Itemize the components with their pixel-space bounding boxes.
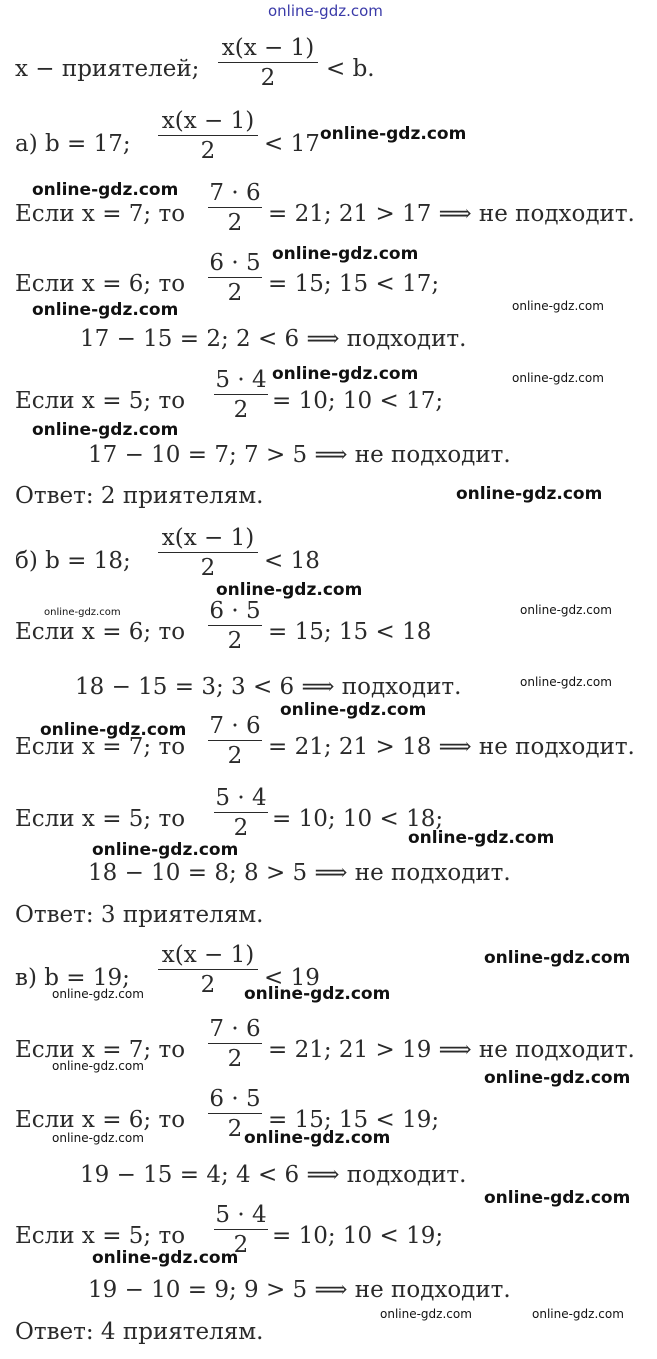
- part-a-ineq-after: < 17: [264, 131, 320, 157]
- watermark: online-gdz.com: [456, 484, 603, 504]
- fraction-numerator: x(x − 1): [221, 35, 315, 61]
- watermark: online-gdz.com: [268, 2, 383, 20]
- fraction-denominator: 2: [227, 1046, 243, 1072]
- fraction-numerator: x(x − 1): [161, 108, 255, 134]
- watermark: online-gdz.com: [52, 987, 144, 1001]
- part-a-case3-after: = 10; 10 < 17;: [272, 388, 444, 414]
- part-a-case1-fraction: [208, 180, 262, 236]
- part-a-case2-after: = 15; 15 < 17;: [268, 271, 440, 297]
- part-c-case1-after: = 21; 21 > 19 ⟹ не подходит.: [268, 1037, 635, 1063]
- fraction-numerator: 6 · 5: [209, 598, 261, 624]
- fraction-bar: [208, 740, 262, 741]
- fraction-numerator: 7 · 6: [209, 180, 261, 206]
- part-c-inequality: [158, 942, 258, 998]
- fraction-bar: [214, 394, 268, 395]
- part-a-case3-fraction: [214, 367, 268, 423]
- fraction-denominator: 2: [227, 628, 243, 654]
- fraction-bar: [208, 625, 262, 626]
- part-a-case1-prefix: Если x = 7; то: [15, 201, 186, 227]
- fraction-bar: [208, 1113, 262, 1114]
- part-a-inequality: [158, 108, 258, 164]
- fraction-bar: [158, 969, 258, 970]
- part-a-case1-after: = 21; 21 > 17 ⟹ не подходит.: [268, 201, 635, 227]
- watermark: online-gdz.com: [92, 840, 239, 860]
- watermark: online-gdz.com: [272, 364, 419, 384]
- part-c-case2-after: = 15; 15 < 19;: [268, 1107, 440, 1133]
- header-after: < b.: [326, 56, 375, 82]
- watermark: online-gdz.com: [408, 828, 555, 848]
- watermark: online-gdz.com: [92, 1248, 239, 1268]
- fraction-denominator: 2: [233, 1232, 249, 1258]
- part-c-case3-after: = 10; 10 < 19;: [272, 1223, 444, 1249]
- fraction-denominator: 2: [200, 555, 216, 581]
- watermark: online-gdz.com: [40, 720, 187, 740]
- fraction-bar: [158, 552, 258, 553]
- watermark: online-gdz.com: [532, 1307, 624, 1321]
- part-c-case3-check: 19 − 10 = 9; 9 > 5 ⟹ не подходит.: [88, 1277, 511, 1303]
- fraction-denominator: 2: [233, 815, 249, 841]
- watermark: online-gdz.com: [320, 124, 467, 144]
- part-b-case2-after: = 21; 21 > 18 ⟹ не подходит.: [268, 734, 635, 760]
- fraction-denominator: 2: [260, 65, 276, 91]
- part-a-answer: Ответ: 2 приятелям.: [15, 483, 264, 509]
- watermark: online-gdz.com: [520, 603, 612, 617]
- fraction-denominator: 2: [227, 743, 243, 769]
- part-b-case3-fraction: [214, 785, 268, 841]
- fraction-numerator: 5 · 4: [215, 367, 267, 393]
- watermark: online-gdz.com: [52, 1059, 144, 1073]
- watermark: online-gdz.com: [280, 700, 427, 720]
- watermark: online-gdz.com: [216, 580, 363, 600]
- part-c-case3-prefix: Если x = 5; то: [15, 1223, 186, 1249]
- part-c-label: в) b = 19;: [15, 965, 130, 991]
- part-a-case3-prefix: Если x = 5; то: [15, 388, 186, 414]
- fraction-bar: [208, 1043, 262, 1044]
- part-b-inequality: [158, 525, 258, 581]
- part-b-case1-after: = 15; 15 < 18: [268, 619, 432, 645]
- fraction-numerator: 7 · 6: [209, 1016, 261, 1042]
- watermark: online-gdz.com: [512, 299, 604, 313]
- fraction-bar: [208, 277, 262, 278]
- part-c-answer: Ответ: 4 приятелям.: [15, 1319, 264, 1345]
- fraction-numerator: 6 · 5: [209, 250, 261, 276]
- part-b-ineq-after: < 18: [264, 548, 320, 574]
- fraction-bar: [158, 135, 258, 136]
- header-fraction: [218, 35, 318, 91]
- part-b-case2-fraction: [208, 713, 262, 769]
- watermark: online-gdz.com: [44, 607, 121, 618]
- watermark: online-gdz.com: [32, 420, 179, 440]
- fraction-denominator: 2: [227, 280, 243, 306]
- fraction-bar: [214, 1229, 268, 1230]
- fraction-bar: [214, 812, 268, 813]
- fraction-numerator: 6 · 5: [209, 1086, 261, 1112]
- part-b-case1-prefix: Если x = 6; то: [15, 619, 186, 645]
- part-a-case2-prefix: Если x = 6; то: [15, 271, 186, 297]
- watermark: online-gdz.com: [380, 1307, 472, 1321]
- part-c-case1-fraction: [208, 1016, 262, 1072]
- fraction-denominator: 2: [233, 397, 249, 423]
- watermark: online-gdz.com: [484, 1068, 631, 1088]
- fraction-denominator: 2: [227, 1116, 243, 1142]
- watermark: online-gdz.com: [244, 984, 391, 1004]
- fraction-bar: [208, 207, 262, 208]
- watermark: online-gdz.com: [32, 180, 179, 200]
- fraction-numerator: 5 · 4: [215, 1202, 267, 1228]
- part-c-ineq-after: < 19: [264, 965, 320, 991]
- watermark: online-gdz.com: [272, 244, 419, 264]
- watermark: online-gdz.com: [520, 675, 612, 689]
- fraction-numerator: 5 · 4: [215, 785, 267, 811]
- part-b-case3-prefix: Если x = 5; то: [15, 806, 186, 832]
- watermark: online-gdz.com: [244, 1128, 391, 1148]
- part-b-case1-check: 18 − 15 = 3; 3 < 6 ⟹ подходит.: [75, 674, 462, 700]
- part-b-case2-prefix: Если x = 7; то: [15, 734, 186, 760]
- fraction-denominator: 2: [200, 972, 216, 998]
- fraction-numerator: 7 · 6: [209, 713, 261, 739]
- watermark: online-gdz.com: [484, 948, 631, 968]
- part-b-answer: Ответ: 3 приятелям.: [15, 902, 264, 928]
- header-prefix: x − приятелей;: [15, 56, 200, 82]
- watermark: online-gdz.com: [484, 1188, 631, 1208]
- part-b-case3-check: 18 − 10 = 8; 8 > 5 ⟹ не подходит.: [88, 860, 511, 886]
- part-b-case3-after: = 10; 10 < 18;: [272, 806, 444, 832]
- part-c-case1-prefix: Если x = 7; то: [15, 1037, 186, 1063]
- part-a-case2-fraction: [208, 250, 262, 306]
- watermark: online-gdz.com: [52, 1131, 144, 1145]
- fraction-bar: [218, 62, 318, 63]
- fraction-denominator: 2: [227, 210, 243, 236]
- fraction-denominator: 2: [200, 138, 216, 164]
- part-b-case1-fraction: [208, 598, 262, 654]
- part-a-label: а) b = 17;: [15, 131, 131, 157]
- watermark: online-gdz.com: [512, 371, 604, 385]
- part-c-case2-check: 19 − 15 = 4; 4 < 6 ⟹ подходит.: [80, 1162, 467, 1188]
- part-a-case2-check: 17 − 15 = 2; 2 < 6 ⟹ подходит.: [80, 326, 467, 352]
- part-b-label: б) b = 18;: [15, 548, 131, 574]
- watermark: online-gdz.com: [32, 300, 179, 320]
- fraction-numerator: x(x − 1): [161, 942, 255, 968]
- part-a-case3-check: 17 − 10 = 7; 7 > 5 ⟹ не подходит.: [88, 442, 511, 468]
- part-c-case2-prefix: Если x = 6; то: [15, 1107, 186, 1133]
- fraction-numerator: x(x − 1): [161, 525, 255, 551]
